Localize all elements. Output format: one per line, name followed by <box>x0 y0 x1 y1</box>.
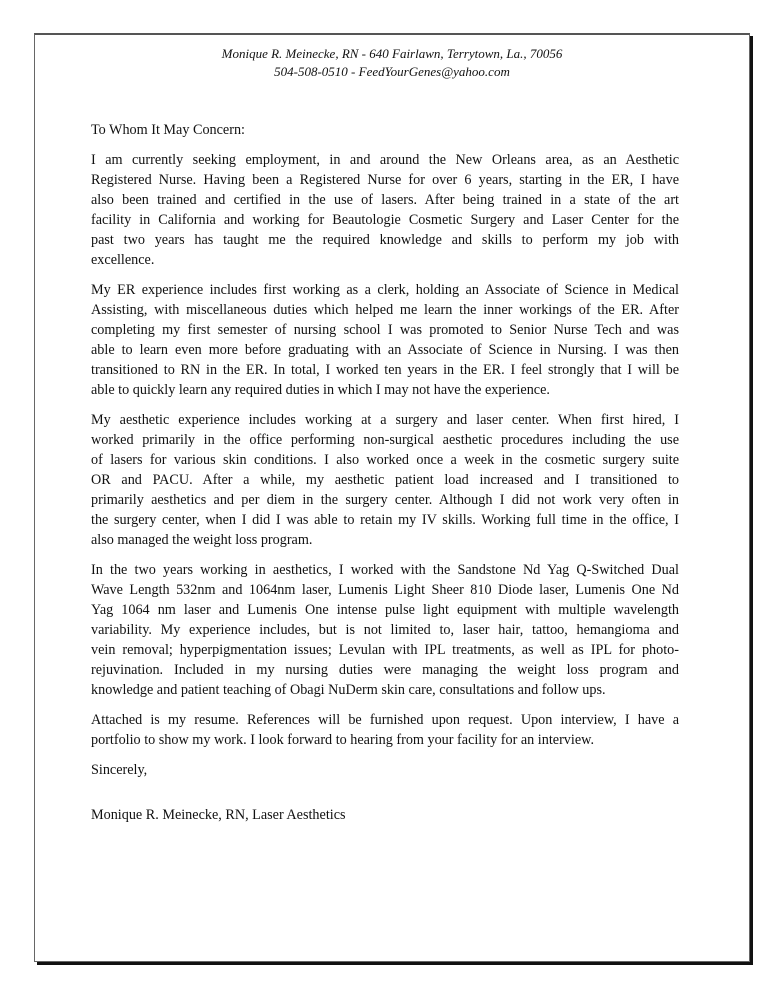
paragraph <box>91 710 679 750</box>
paragraph-line: able to quickly learn any required duties in which I may not have the experience. <box>91 382 550 398</box>
paragraph-line: Assisting, with miscellaneous duties which helped me learn the inner workings of the ER. After <box>91 302 679 318</box>
paragraph <box>91 410 679 550</box>
salutation: To Whom It May Concern: <box>91 122 245 138</box>
paragraph-line: transitioned to RN in the ER. In total, I worked ten years in the ER. I feel strongly that I will be <box>91 362 679 378</box>
paragraph <box>91 280 679 400</box>
letterhead-contact: 504-508-0510 - FeedYourGenes@yahoo.com <box>274 64 510 79</box>
signature: Monique R. Meinecke, RN, Laser Aesthetics <box>91 807 346 823</box>
paragraph-line: My ER experience includes first working as a clerk, holding an Associate of Science in Medical <box>91 282 679 298</box>
letterhead <box>35 45 749 81</box>
paragraph <box>91 560 679 700</box>
paragraph-line: also been trained and certified in the use of lasers. After being trained in a state of the art <box>91 192 679 208</box>
paragraph <box>91 150 679 270</box>
paragraph-line: of lasers for various skin conditions. I also worked once a week in the cosmetic surgery suite <box>91 452 679 468</box>
paragraph-line: variability. My experience includes, but is not limited to, laser hair, tattoo, hemangioma and <box>91 622 679 638</box>
paragraph-line: My aesthetic experience includes working at a surgery and laser center. When first hired, I <box>91 412 679 428</box>
paragraph-line: past two years has taught me the required knowledge and skills to perform my job with <box>91 232 679 248</box>
paragraph-line: able to learn even more before graduating with an Associate of Science in Nursing. I was then <box>91 342 679 358</box>
paragraph-line: OR and PACU. After a while, my aesthetic patient load increased and I transitioned to <box>91 472 679 488</box>
paragraph-line: Yag 1064 nm laser and Lumenis One intense pulse light equipment with multiple wavelength <box>91 602 679 618</box>
paragraph-line: knowledge and patient teaching of Obagi NuDerm skin care, consultations and follow ups. <box>91 682 606 698</box>
paragraph-line: completing my first semester of nursing school I was promoted to Senior Nurse Tech and was <box>91 322 679 338</box>
paragraph-line: portfolio to show my work. I look forward to hearing from your facility for an interview. <box>91 732 595 748</box>
letter-page <box>34 33 750 962</box>
paragraph-line: the surgery center, when I did I was able to retain my IV skills. Working full time in the office, I <box>91 512 679 528</box>
closing: Sincerely, <box>91 762 148 778</box>
paragraph-line: excellence. <box>91 252 155 268</box>
paragraph-line: also managed the weight loss program. <box>91 532 313 548</box>
paragraph-line: vein removal; hyperpigmentation issues; Levulan with IPL treatments, as well as IPL for photo- <box>91 642 679 658</box>
paragraph-line: I am currently seeking employment, in and around the New Orleans area, as an Aesthetic <box>91 152 679 168</box>
letterhead-address: Monique R. Meinecke, RN - 640 Fairlawn, Terrytown, La., 70056 <box>221 46 563 61</box>
paragraph-line: Attached is my resume. References will be furnished upon request. Upon interview, I have a <box>91 712 679 728</box>
letter-body <box>91 120 679 825</box>
paragraph-line: Registered Nurse. Having been a Registered Nurse for over 6 years, starting in the ER, I have <box>91 172 679 188</box>
paragraph-line: primarily aesthetics and per diem in the surgery center. Although I did not work very often in <box>91 492 679 508</box>
paragraph-line: Wave Length 532nm and 1064nm laser, Lumenis Light Sheer 810 Diode laser, Lumenis One Nd <box>91 582 679 598</box>
paragraph-line: In the two years working in aesthetics, I worked with the Sandstone Nd Yag Q-Switched Dual <box>91 562 679 578</box>
paragraph-line: rejuvination. Included in my nursing duties were managing the weight loss program and <box>91 662 679 678</box>
paragraph-line: facility in California and working for Beautologie Cosmetic Surgery and Laser Center for the <box>91 212 679 228</box>
paragraph-line: worked primarily in the office performing non-surgical aesthetic procedures including the use <box>91 432 679 448</box>
